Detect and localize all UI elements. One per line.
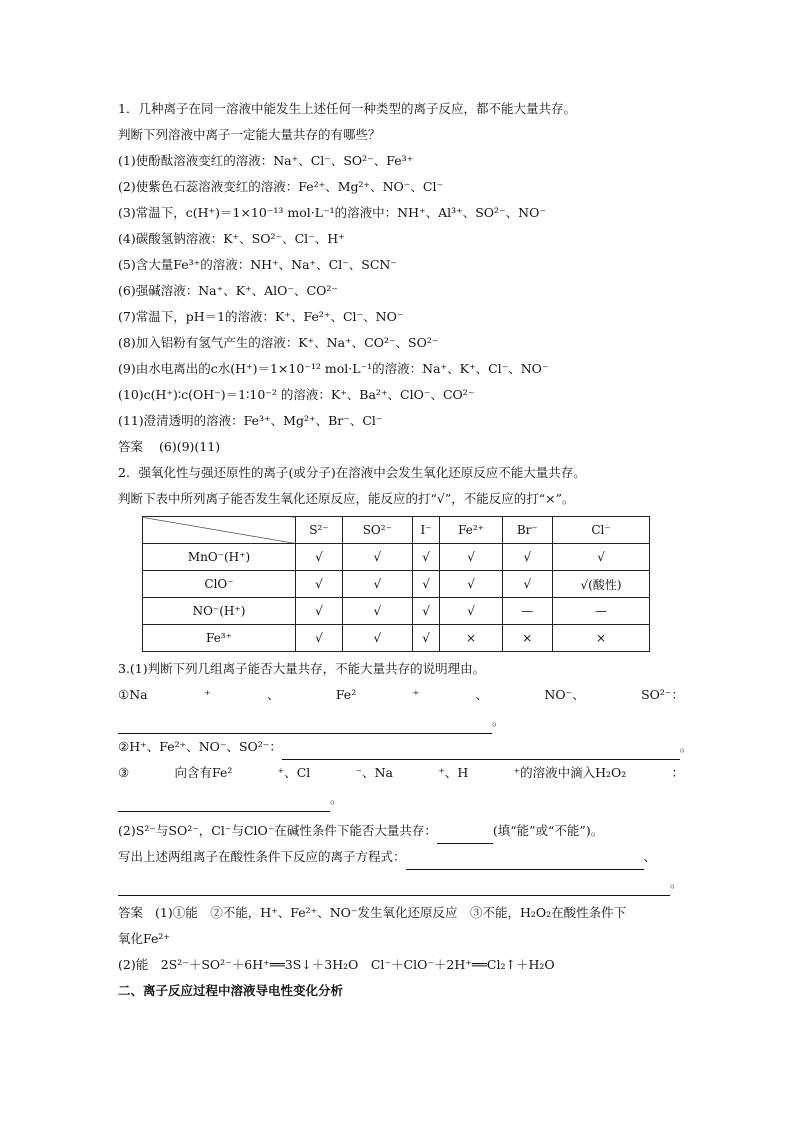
section-1-line: 判断下列溶液中离子一定能大量共存的有哪些？ xyxy=(118,127,381,142)
section-1-line: (2)使紫色石蕊溶液变红的溶液：Fe²⁺、Mg²⁺、NO⁻、Cl⁻ xyxy=(118,179,444,194)
section-1-line: 1．几种离子在同一溶液中能发生上述任何一种类型的离子反应，都不能大量共存。 xyxy=(118,101,576,116)
table-cell: √ xyxy=(296,571,343,598)
answer-label: 答案 xyxy=(118,439,144,454)
q3-intro: 3.(1)判断下列几组离子能否大量共存，不能大量共存的说明理由。 xyxy=(118,661,486,676)
answer-blank[interactable] xyxy=(437,827,493,844)
row-header: Fe³⁺ xyxy=(143,625,296,652)
q3-part-2-text: (2)S²⁻与SO²⁻，Cl⁻与ClO⁻在碱性条件下能否大量共存： xyxy=(118,823,437,838)
q3-item-2 xyxy=(118,734,693,760)
section-2-line: 判断下表中所列离子能否发生氧化还原反应，能反应的打“√”，不能反应的打“×”。 xyxy=(118,491,575,506)
section-1-line: (4)碳酸氢钠溶液：K⁺、SO²⁻、Cl⁻、H⁺ xyxy=(118,231,345,246)
table-cell: √ xyxy=(412,571,440,598)
table-cell: √ xyxy=(440,544,502,571)
q3-item-1-blank-line xyxy=(118,708,684,734)
q3-part-2-hint: (填“能”或“不能”)。 xyxy=(492,823,604,838)
answer-3-line-2: 氧化Fe²⁺ xyxy=(118,931,170,946)
table-cell: √ xyxy=(553,544,650,571)
q3-item-1 xyxy=(118,682,684,708)
section-1-line: (5)含大量Fe³⁺的溶液：NH⁺、Na⁺、Cl⁻、SCN⁻ xyxy=(118,257,397,272)
table-cell: √ xyxy=(440,598,502,625)
q3-item-3-part: ⁻、Na xyxy=(355,765,393,780)
table-cell: √ xyxy=(412,598,440,625)
column-header: I⁻ xyxy=(412,517,440,544)
q3-item-3-blank-line xyxy=(118,786,684,812)
comma: 、 xyxy=(643,849,657,864)
column-header: SO²⁻ xyxy=(342,517,412,544)
table-cell: × xyxy=(502,625,552,652)
answer-3-line-3: (2)能 2S²⁻＋SO²⁻＋6H⁺══3S↓＋3H₂O Cl⁻＋ClO⁻＋2H⁺══Cl₂↑＋H₂O xyxy=(118,957,555,972)
table-cell: — xyxy=(553,598,650,625)
period: 。 xyxy=(330,791,343,806)
answer-blank[interactable] xyxy=(118,879,670,896)
q3-item-3-part: ⁺的溶液中滴入H₂O₂ xyxy=(513,765,627,780)
answer-3-line-1 xyxy=(118,900,684,926)
q3-item-1-part: NO⁻、 xyxy=(544,687,585,702)
section-1-line: (10)c(H⁺)∶c(OH⁻)＝1∶10⁻² 的溶液：K⁺、Ba²⁺、ClO⁻、CO²⁻ xyxy=(118,387,475,402)
table-header-row xyxy=(143,517,650,544)
q3-item-3-part: 向含有Fe² xyxy=(174,765,233,780)
q3-item-1-part: ⁺ xyxy=(203,687,211,702)
q3-part-2 xyxy=(118,818,684,844)
section-1-line: (1)使酚酞溶液变红的溶液：Na⁺、Cl⁻、SO²⁻、Fe³⁺ xyxy=(118,153,414,168)
answer-blank[interactable] xyxy=(118,795,330,812)
q3-item-2-text: ②H⁺、Fe²⁺、NO⁻、SO²⁻： xyxy=(118,739,282,754)
q3-item-3 xyxy=(118,760,684,786)
answer-blank[interactable] xyxy=(406,853,644,870)
section-2-line: 2．强氧化性与强还原性的离子(或分子)在溶液中会发生氧化还原反应不能大量共存。 xyxy=(118,465,586,480)
table-cell: — xyxy=(502,598,552,625)
q3-item-1-part: SO²⁻： xyxy=(641,687,684,702)
document-content xyxy=(118,96,693,1004)
period: 。 xyxy=(679,739,693,754)
table-cell: √ xyxy=(296,544,343,571)
table-row xyxy=(143,571,650,598)
column-header: Br⁻ xyxy=(502,517,552,544)
table-cell: √ xyxy=(296,625,343,652)
table-cell: √ xyxy=(412,544,440,571)
q3-item-3-part: ③ xyxy=(118,765,130,780)
answer-text: (1)①能 ②不能，H⁺、Fe²⁺、NO⁻发生氧化还原反应 ③不能，H₂O₂在酸性条件下 xyxy=(155,905,627,920)
column-header: Cl⁻ xyxy=(553,517,650,544)
column-header: S²⁻ xyxy=(296,517,343,544)
table-row xyxy=(143,625,650,652)
table-cell: √ xyxy=(342,571,412,598)
table-cell: × xyxy=(440,625,502,652)
row-header: MnO⁻(H⁺) xyxy=(143,544,296,571)
answer-1 xyxy=(118,434,684,460)
table-cell: × xyxy=(553,625,650,652)
q3-item-1-part: ⁺ xyxy=(412,687,420,702)
q3-part-2-eq-text: 写出上述两组离子在酸性条件下反应的离子方程式： xyxy=(118,849,406,864)
q3-item-3-part: ⁺、Cl xyxy=(277,765,311,780)
table-cell: √ xyxy=(440,571,502,598)
row-header: NO⁻(H⁺) xyxy=(143,598,296,625)
section-1-line: (3)常温下，c(H⁺)＝1×10⁻¹³ mol·L⁻¹的溶液中：NH⁺、Al³⁺、SO²⁻、NO⁻ xyxy=(118,205,546,220)
table-cell: √ xyxy=(342,598,412,625)
q3-part-2-equation xyxy=(118,844,684,870)
row-header: ClO⁻ xyxy=(143,571,296,598)
q3-item-1-part: 、 xyxy=(266,687,280,702)
answer-blank[interactable] xyxy=(118,717,492,734)
section-1-line: (11)澄清透明的溶液：Fe³⁺、Mg²⁺、Br⁻、Cl⁻ xyxy=(118,413,383,428)
period: 。 xyxy=(492,713,505,728)
table-cell: √ xyxy=(412,625,440,652)
table-corner-cell xyxy=(143,517,296,544)
q3-item-1-part: ①Na xyxy=(118,687,148,702)
table-row xyxy=(143,544,650,571)
table-cell: √ xyxy=(502,571,552,598)
table-cell: √ xyxy=(342,544,412,571)
section-2 xyxy=(118,460,684,512)
answer-blank[interactable] xyxy=(282,743,680,760)
table-cell: √ xyxy=(502,544,552,571)
section-title: 二、离子反应过程中溶液导电性变化分析 xyxy=(118,983,344,998)
table-cell: √ xyxy=(296,598,343,625)
table-cell: √(酸性) xyxy=(553,571,650,598)
period: 。 xyxy=(670,875,683,890)
column-header: Fe²⁺ xyxy=(440,517,502,544)
section-1 xyxy=(118,96,684,434)
redox-table xyxy=(142,516,650,652)
table-row xyxy=(143,598,650,625)
section-1-line: (7)常温下，pH＝1的溶液：K⁺、Fe²⁺、Cl⁻、NO⁻ xyxy=(118,309,404,324)
q3-item-1-part: Fe² xyxy=(335,687,357,702)
answer-label: 答案 xyxy=(118,905,144,920)
section-1-line: (6)强碱溶液：Na⁺、K⁺、AlO⁻、CO²⁻ xyxy=(118,283,338,298)
section-1-line: (9)由水电离出的c水(H⁺)＝1×10⁻¹² mol·L⁻¹的溶液：Na⁺、K⁺、Cl⁻、NO⁻ xyxy=(118,361,549,376)
q3-item-1-part: 、 xyxy=(475,687,489,702)
q3-part-2-equation-line2 xyxy=(118,870,684,896)
q3-item-3-part: ： xyxy=(671,765,684,780)
answer-value: (6)(9)(11) xyxy=(159,439,221,454)
q3-item-3-part: ⁺、H xyxy=(438,765,469,780)
section-1-line: (8)加入铝粉有氢气产生的溶液：K⁺、Na⁺、CO²⁻、SO²⁻ xyxy=(118,335,439,350)
table-cell: √ xyxy=(342,625,412,652)
